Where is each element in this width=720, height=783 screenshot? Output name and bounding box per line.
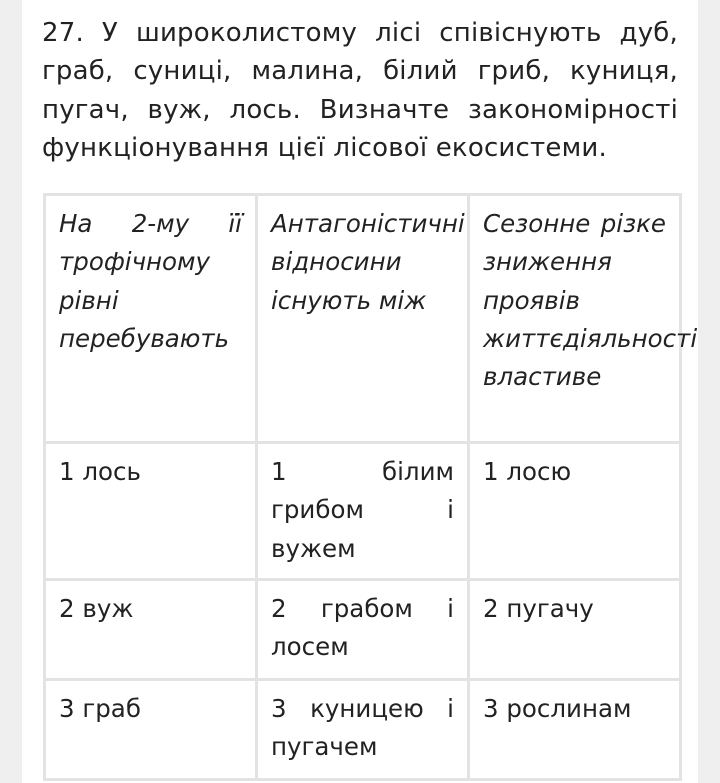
table-cell: 2 вуж bbox=[45, 580, 257, 680]
table-cell: 1 лось bbox=[45, 443, 257, 580]
header-antagonistic-relations: Антагоністичні відносини існують між bbox=[257, 195, 469, 443]
header-seasonal-decline: Сезонне різке зниження проявів життєдіяльності властиве bbox=[469, 195, 681, 443]
table-cell: 3 граб bbox=[45, 680, 257, 780]
table-row bbox=[45, 680, 681, 780]
header-trophic-level: На 2-му її трофічному рівні перебувають bbox=[45, 195, 257, 443]
question-text: 27. У широколистому лісі співіснують дуб, граб, суниці, малина, білий гриб, куниця, пугач, вуж, лось. Визначте закономірності функціонування цієї лісової екосистеми. bbox=[42, 18, 678, 163]
answer-table bbox=[43, 193, 698, 781]
table-cell: 1 лосю bbox=[469, 443, 681, 580]
table-cell: 2 пугачу bbox=[469, 580, 681, 680]
table-cell: 1 білим грибом і вужем bbox=[257, 443, 469, 580]
table-cell: 3 куницею і пугачем bbox=[257, 680, 469, 780]
table-cell: 3 рослинам bbox=[469, 680, 681, 780]
question-card bbox=[22, 0, 698, 783]
table-row bbox=[45, 580, 681, 680]
table-cell: 2 грабом і лосем bbox=[257, 580, 469, 680]
table-row bbox=[45, 443, 681, 580]
table-header-row bbox=[45, 195, 681, 443]
